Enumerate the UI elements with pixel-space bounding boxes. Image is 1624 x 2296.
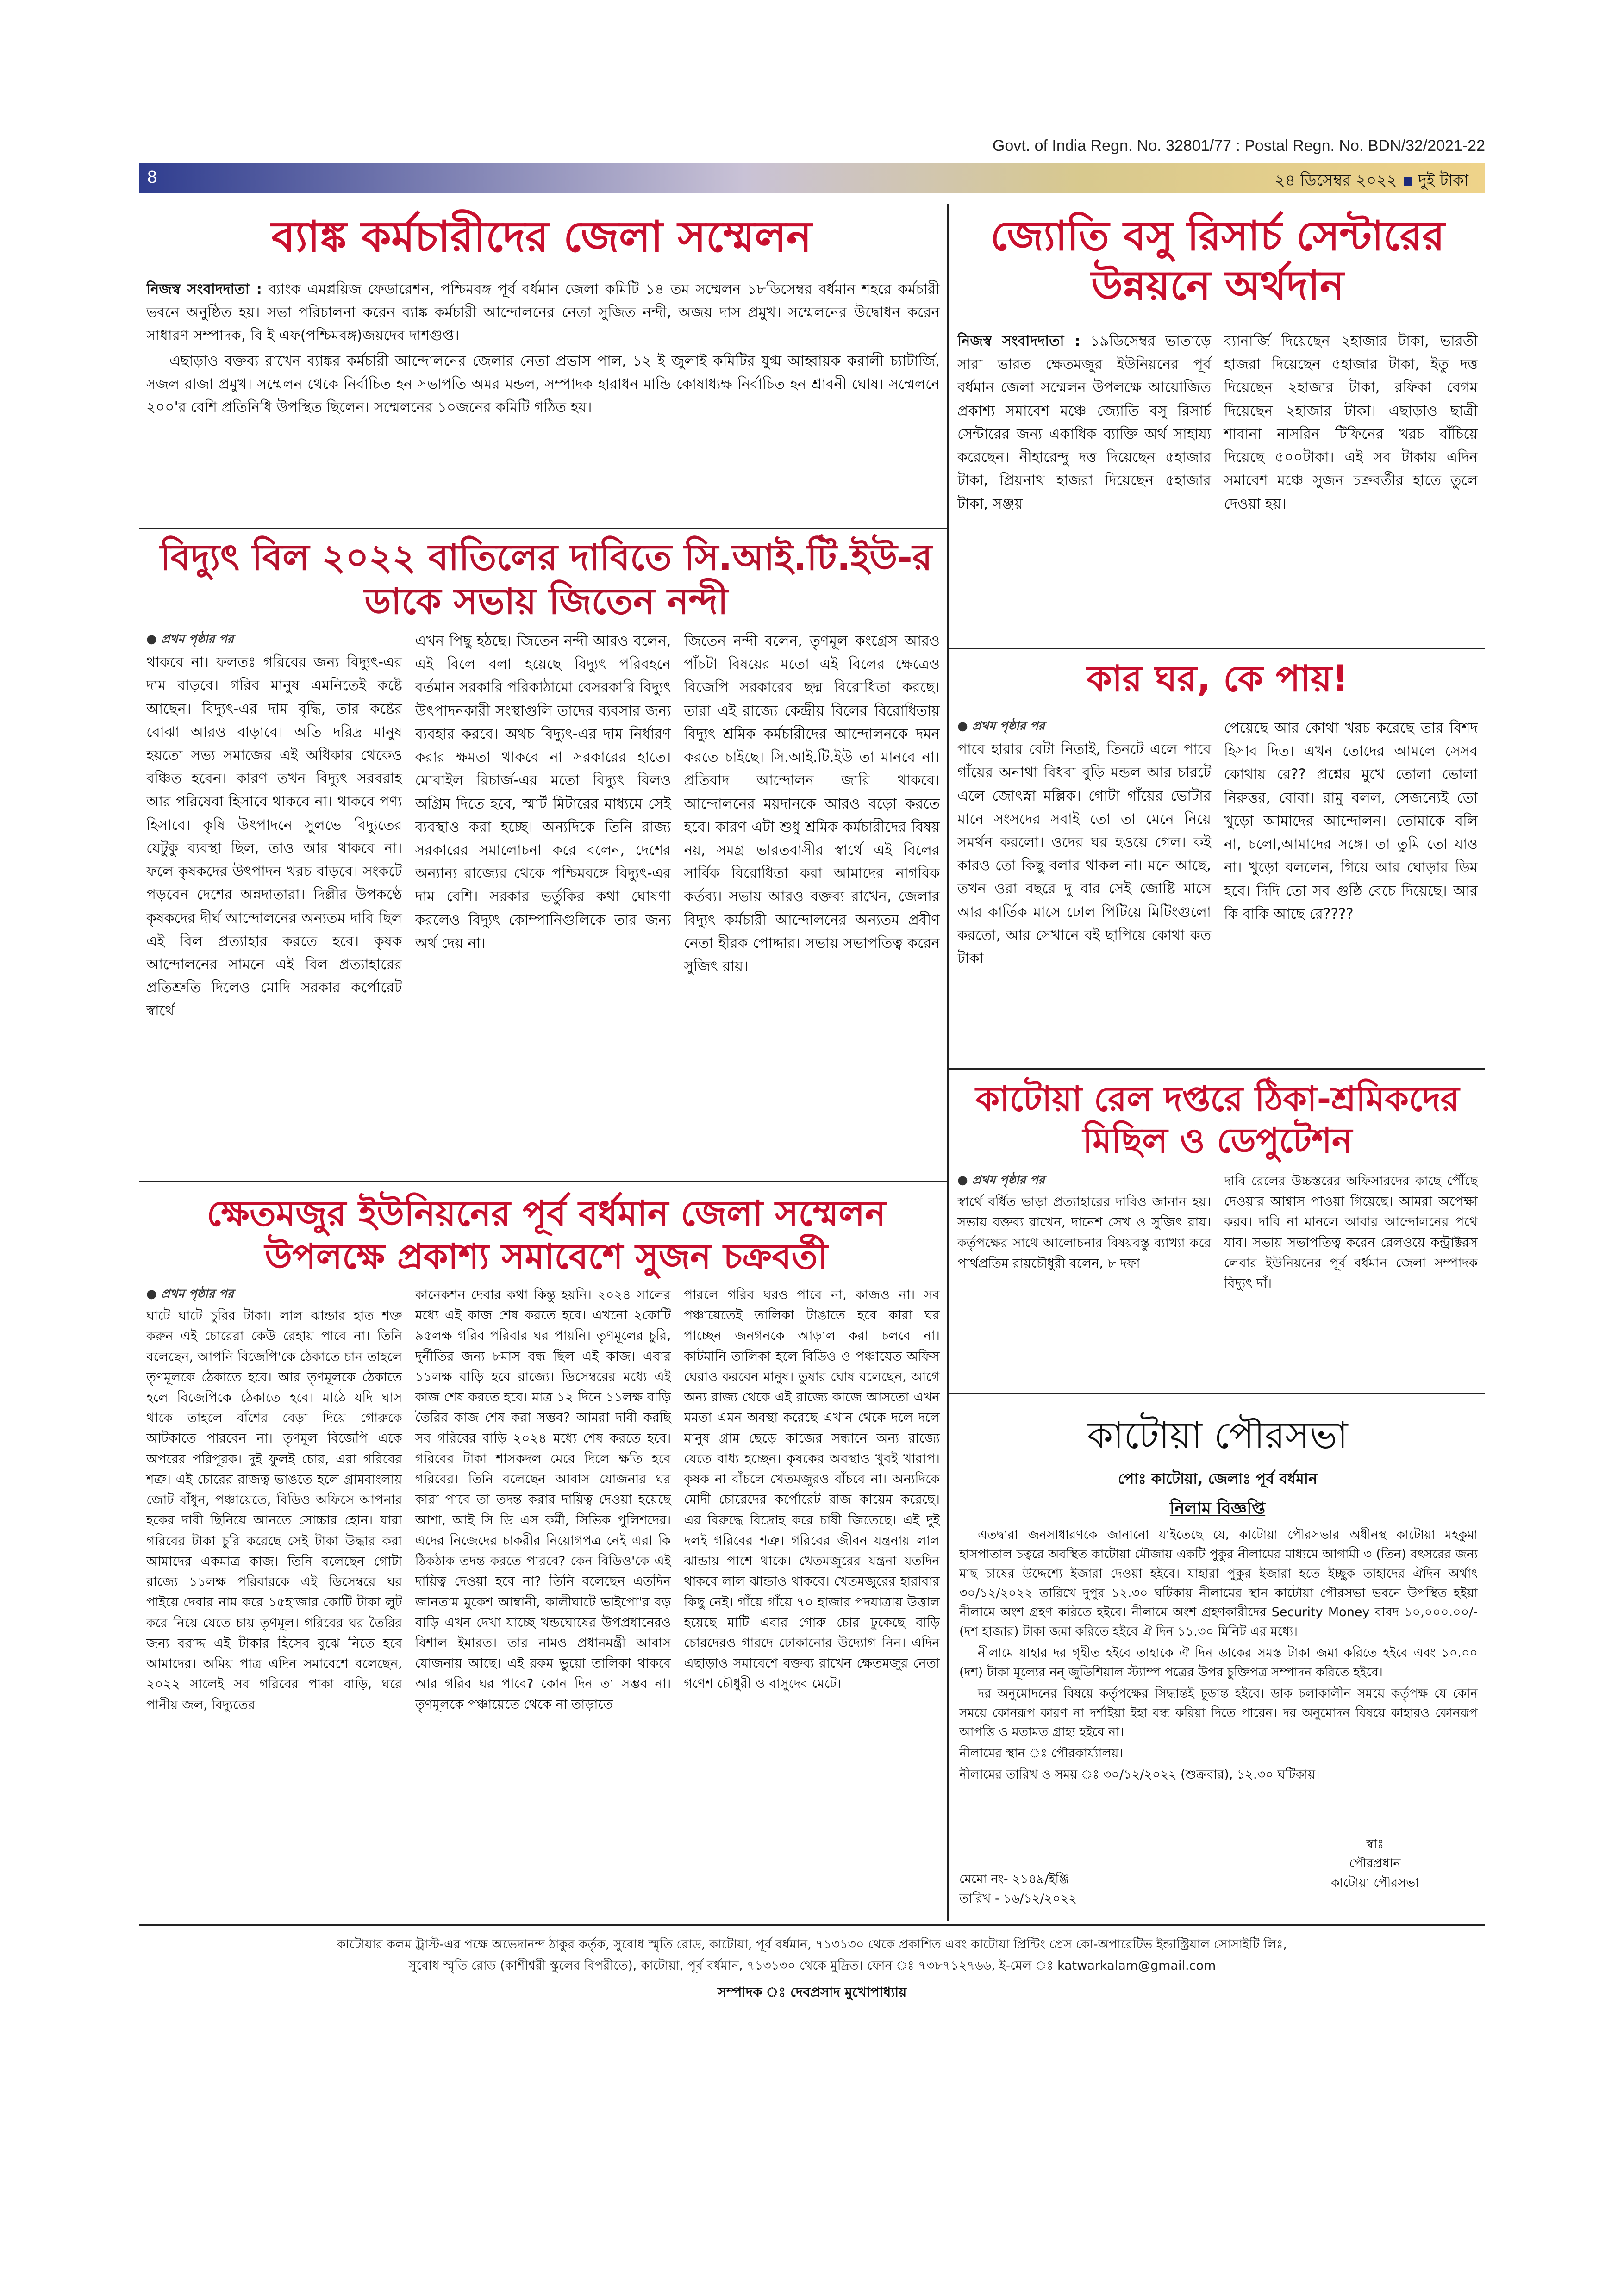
- notice-title: কাটোয়া পৌরসভা: [1087, 1414, 1348, 1457]
- article-headline: ব্যাঙ্ক কর্মচারীদের জেলা সম্মেলন: [271, 212, 812, 261]
- column-text: থাকবে না। ফলতঃ গরিবের জন্য বিদ্যুৎ-এর দাম বাড়বে। গরিব মানুষ এমনিতেই কষ্টে আছেন। বিদ্যুৎ-এর দাম বৃদ্ধি, তার কষ্টের বোঝা আরও বাড়াবে। অতি দরিদ্র মানুষ হয়তো সভ্য সমাজের এই অধিকার থেকেও বঞ্চিত হবেন। কারণ তখন বিদ্যুৎ সরবরাহ আর পরিষেবা হিসাবে থাকবে না। থাকবে পণ্য হিসাবে। কৃষি উৎপাদনে সুলভে বিদ্যুতের যেটুকু ব্যবস্থা ছিল, তাও আর থাকবে না। ফলে কৃষকদের উৎপাদন খরচ বাড়বে। সংকটে পড়বেন দেশের অন্নদাতারা। দিল্লীর উপকণ্ঠে কৃষকদের দীর্ঘ আন্দোলনের অন্যতম দাবি ছিল এই বিল প্রত্যাহার করতে হবে। কৃষক আন্দোলনের সামনে এই বিল প্রত্যাহারের প্রতিশ্রুতি দিলেও মোদি সরকার কর্পোরেট স্বার্থে: [146, 654, 402, 1020]
- imprint-line: কাটোয়ার কলম ট্রাস্ট-এর পক্ষে অভেদানন্দ ঠাকুর কর্তৃক, সুবোধ স্মৃতি রোড, কাটোয়া, পূর্ব বর্ধমান, ৭১৩১৩০ থেকে প্রকাশিত এবং কাটোয়া প্রিন্টিং প্রেস কো-অপারেটিভ ইন্ডাস্ট্রিয়াল সোসাইটি লিঃ,: [337, 1937, 1287, 1952]
- notice-address: পোঃ কাটোয়া, জেলাঃ পূর্ব বর্ধমান: [1118, 1470, 1318, 1487]
- issue-price: দুই টাকা: [1418, 171, 1468, 190]
- notice-memo: [959, 1870, 1077, 1909]
- notice-paragraph: নীলামে যাহার দর গৃহীত হইবে তাহাকে ঐ দিন ডাকের সমস্ত টাকা জমা করিতে হইবে এবং ১০.০০ (দশ) টাকা মূল্যের নন্ জুডিশিয়াল স্ট্যাম্প পত্রের উপর চুক্তিপত্র সম্পাদন করিতে হইবে।: [959, 1646, 1478, 1680]
- article-headline: কাটোয়া রেল দপ্তরে ঠিকা-শ্রমিকদের মিছিল ও ডেপুটেশন: [975, 1079, 1460, 1161]
- article-columns: [957, 330, 1478, 644]
- continued-label: ● প্রথম পৃষ্ঠার পর: [146, 1285, 402, 1304]
- article-paragraph: এছাড়াও বক্তব্য রাখেন ব্যাঙ্কর কর্মচারী আন্দোলনের জেলার নেতা প্রভাস পাল, ১২ ই জুলাই কমিটির যুগ্ম আহ্বায়ক করালী চ্যাটার্জি, সজল রাজা প্রমুখ। সম্মেলন থেকে নির্বাচিত হন সভাপতি অমর মন্ডল, সম্পাদক হারাধন মান্ডি কোষাধ্যক্ষ নির্বাচিত হন শ্রাবনী ঘোষ। সম্মেলনে ২০০'র বেশি প্রতিনিধি উপস্থিত ছিলেন। সম্মেলনের ১০জনের কমিটি গঠিত হয়।: [146, 352, 940, 416]
- section-divider: [947, 648, 1485, 649]
- article-columns: [146, 1285, 940, 1919]
- footer-divider: [139, 1924, 1485, 1926]
- article-paragraph: [146, 278, 940, 348]
- article-columns: [146, 629, 940, 1176]
- paragraph-text: ব্যাংক এমপ্লয়িজ ফেডারেশন, পশ্চিমবঙ্গ পূর্ব বর্ধমান জেলা কমিটি ১৪ তম সম্মেলন ১৮ডিসেম্বর বর্ধমান শহরে কর্মচারী ভবনে অনুষ্ঠিত হয়। সভা পরিচালনা করেন ব্যাঙ্ক কর্মচারী আন্দোলনের নেতা সুজিত নন্দী, অজয় দাস প্রমুখ। সম্মেলনের উদ্বোধন করেন সাধারণ সম্পাদক, বি ই এফ(পশ্চিমবঙ্গ)জয়দেব দাশগুপ্ত।: [146, 281, 940, 344]
- signatory-title: পৌরপ্রধান: [1349, 1856, 1401, 1871]
- article-headline: জ্যোতি বসু রিসার্চ সেন্টারের উন্নয়নে অর্থদান: [990, 212, 1445, 310]
- article-headline: বিদ্যুৎ বিল ২০২২ বাতিলের দাবিতে সি.আই.টি.ইউ-র ডাকে সভায় জিতেন নন্দী: [160, 537, 932, 623]
- continued-label: ● প্রথম পৃষ্ঠার পর: [957, 1171, 1211, 1190]
- article-columns: [957, 716, 1478, 1064]
- registration-line: Govt. of India Regn. No. 32801/77 : Postal Regn. No. BDN/32/2021-22: [992, 137, 1485, 155]
- column-text: পাবে হারার বেটা নিতাই, তিনটে এলে পাবে গাঁয়ের অনাথা বিধবা বুড়ি মন্ডল আর চারটে এলে জোৎস্না মল্লিক। গোটা গাঁয়ের ভোটার মানে সংসদের সবাই তো তা মেনে নিয়ে সমর্থন করলো। ওদের ঘর হওয়ে গেল। কই কারও তো কিছু বলার থাকল না। মনে আছে, তখন ওরা বছরে দু বার সেই জোষ্টি মাসে আর কার্তিক মাসে ঢোল পিটিয়ে মিটিংগুলো করতো, আর সেখানে বই ছাপিয়ে কোথা কত টাকা: [957, 741, 1211, 967]
- byline: নিজস্ব সংবাদদাতা :: [146, 281, 262, 298]
- article-column: পেয়েছে আর কোথা খরচ করেছে তার বিশদ হিসাব দিত। এখন তোদের আমলে সেসব কোথায় রে?? প্রশ্নের মুখে তোলা ভোলা নিরুত্তর, বোবা। রামু বলল, সেজন্যেই তো খুড়ো আমাদের আন্দোলন। তোমাকে বলি না, চলো,আমাদের সঙ্গে। তা তুমি তো যাও না। খুড়ো বললেন, গিয়ে আর ঘোড়ার ডিম হবে। দিদি তো সব গুষ্ঠি বেচে দিয়েছে। আর কি বাকি আছে রে????: [1224, 720, 1478, 922]
- article-column: কানেকশন দেবার কথা কিন্তু হয়নি। ২০২৪ সালের মধ্যে এই কাজ শেষ করতে হবে। এখনো ২কোটি ৯৫লক্ষ গরিব পরিবার ঘর পায়নি। তৃণমূলের চুরি, দুর্নীতির জন্য ৮মাস বন্ধ ছিল এই কাজ। এবার ১১লক্ষ বাড়ি হবে রাজ্যে। ডিসেম্বরের মধ্যে এই কাজ শেষ করতে হবে। মাত্র ১২ দিনে ১১লক্ষ বাড়ি তৈরির কাজ শেষ করা সম্ভব? আমরা দাবী করছি সব গরিবের বাড়ি ২০২৪ মধ্যে শেষ করতে হবে। গরিবের টাকা শাসকদল মেরে দিলে ক্ষতি হবে গরিবের। তিনি বলেছেন আবাস যোজনার ঘর কারা পাবে তা তদন্ত করার দায়িত্ব দেওয়া হয়েছে আশা, আই সি ডি এস কর্মী, সিভিক পুলিশদের। এদের নিজেদের চাকরীর নিয়োগপত্র নেই এরা কি ঠিকঠাক তদন্ত করতে পারবে? কেন বিডিও'কে এই দায়িত্ব দেওয়া হবে না? তিনি বলেছেন এতদিন জানতাম মুকেশ আম্বানী, কালীঘাটে ভাইপো'র বড় বাড়ি এখন দেখা যাচ্ছে খন্ডঘোষের উপপ্রধানেরও বিশাল ইমারত। তার নামও প্রধানমন্ত্রী আবাস যোজনায় আছে। এই রকম ভুয়ো তালিকা থাকবে আর গরিব ঘর পাবে? কোন দিন তা সম্ভব না। তৃণমূলকে পঞ্চায়েতে থেকে না তাড়াতে: [415, 1287, 671, 1712]
- article-column: পারলে গরিব ঘরও পাবে না, কাজও না। সব পঞ্চায়েতেই তালিকা টাঙাতে হবে কারা ঘর পাচ্ছেন জনগনকে আড়াল করা চলবে না। কাটমানি তালিকা হলে বিডিও ও পঞ্চায়েত অফিস ঘেরাও করবেন মানুষ। তুষার ঘোষ বলেছেন, আগে অন্য রাজ্য থেকে এই রাজ্যে কাজে আসতো এখন মমতা এমন অবস্থা করেছে এখান থেকে দলে দলে মানুষ গ্রাম ছেড়ে কাজের সন্ধানে অন্য রাজ্যে যেতে বাধ্য হচ্ছেন। কৃষকের অবস্থাও খুবই খারাপ। কৃষক না বাঁচলে খেতমজুরও বাঁচবে না। অন্যদিকে মোদী চোরেদের কর্পোরেট রাজ কায়েম করেছে। এর বিরুদ্ধে বিদ্রোহ করে চাষী জিতেছে। এই দুই দলই গরিবের শত্রু। গরিবের জীবন যন্ত্রনায় লাল ঝান্ডায় পাশে থাকে। খেতমজুরের যন্ত্রনা যতদিন থাকবে লাল ঝান্ডাও থাকবে। খেতমজুরের হারাবার কিছু নেই। গাঁয়ে গাঁয়ে ৭০ হাজার পদযাত্রায় উত্তাল হয়েছে মাটি এবার গোরু চোর ঢুকেছে বাড়ি চোরদেরও গারদে ঢোকানোর উদ্যোগ নিন। এদিন এছাড়াও সমাবেশে বক্তব্য রাখেন ক্ষেতমজুর নেতা গণেশ চৌধুরী ও বাসুদেব মেটে।: [684, 1287, 940, 1692]
- article-column: এখন পিছু হঠছে। জিতেন নন্দী আরও বলেন, এই বিলে বলা হয়েছে বিদ্যুৎ পরিবহনে বর্তমান সরকারি পরিকাঠামো বেসরকারি বিদ্যুৎ উৎপাদনকারী সংস্থাগুলি তাদের ব্যবসার জন্য ব্যবহার করবে। অথচ বিদ্যুৎ-এর দাম নির্ধারণ করার ক্ষমতা থাকবে না সরকারের হাতে। মোবাইল রিচার্জ-এর মতো বিদ্যুৎ বিলও অগ্রিম দিতে হবে, স্মার্ট মিটারের মাধ্যমে সেই ব্যবস্থাও করা হচ্ছে। অন্যদিকে তিনি রাজ্য সরকারের সমালোচনা করে বলেন, দেশের অন্যান্য রাজ্যের থেকে পশ্চিমবঙ্গে বিদ্যুৎ-এর দাম বেশি। সরকার ভর্তুকির কথা ঘোষণা করলেও বিদ্যুৎ কোম্পানিগুলিকে তার জন্য অর্থ দেয় না।: [415, 633, 671, 952]
- column-divider: [947, 204, 949, 1921]
- memo-number: মেমো নং- ২১৪৯/ইঞ্জি: [959, 1872, 1070, 1886]
- article-columns: [957, 1171, 1478, 1388]
- article-column: ব্যানার্জি দিয়েছেন ২হাজার টাকা, ভারতী হাজরা দিয়েছেন ৫হাজার টাকা, ইতু দত্ত দিয়েছেন ২হাজার টাকা, রফিকা বেগম দিয়েছেন ২হাজার টাকা। এছাড়াও ছাত্রী শাবানা নাসরিন টিফিনের খরচ বাঁচিয়ে দিয়েছে ৫০০টাকা। এই সব টাকায় এদিন সমাবেশ মঞ্চে সুজন চক্রবর্তীর হাতে তুলে দেওয়া হয়।: [1224, 333, 1478, 512]
- continued-label: ● প্রথম পৃষ্ঠার পর: [957, 716, 1211, 736]
- article-column: [957, 716, 1211, 1064]
- imprint-line: সুবোধ স্মৃতি রোড (কাশীশ্বরী স্কুলের বিপরীতে), কাটোয়া, পূর্ব বর্ধমান, ৭১৩১৩০ থেকে মুদ্রিত। ফোন ঃ ৭৩৮৭১২৭৬৬, ই-মেল ঃ katwarkalam@gmail.com: [408, 1959, 1216, 1973]
- column-text: ঘাটে ঘাটে চুরির টাকা। লাল ঝান্ডার হাত শক্ত করুন এই চোরেরা কেউ রেহায় পাবে না। তিনি বলেছেন, আপনি বিজেপি'কে ঠেকাতে চান তাহলে তৃণমূলকে ঠেকাতে হবে। আর তৃণমূলকে ঠেকাতে হলে বিজেপিকে ঠেকাতে হবে। মাঠে যদি ঘাস থাকে তাহলে বাঁশের বেড়া দিয়ে গোরুকে আটকাতে পারবেন না। তৃণমূল বিজেপি একে অপরের পরিপূরক। দুই ফুলই চোর, এরা গরিবের শত্রু। এই চোরের রাজত্ব ভাঙতে হলে গ্রামবাংলায় জোট বাঁধুন, পঞ্চায়েতে, বিডিও অফিসে আপনার হকের দাবী ছিনিয়ে আনতে সোচ্চার হোন। যারা গরিবের টাকা চুরি করেছে সেই টাকা উদ্ধার করা আমাদের একমাত্র কাজ। তিনি বলেছেন গোটা রাজ্যে ১১লক্ষ পরিবারকে এই ডিসেম্বরে ঘর পাইয়ে দেবার নাম করে ১৫হাজার কোটি টাকা লুট করে নিয়ে যেতে চায় তৃণমূল। গরিবের ঘর তৈরির জন্য বরাদ্দ এই টাকার হিসেব বুঝে নিতে হবে আমাদের। অমিয় পাত্র এদিন সমাবেশে বলেছেন, ২০২২ সালেই সব গরিবের পাকা বাড়ি, ঘরে পানীয় জল, বিদ্যুতের: [146, 1308, 402, 1712]
- article-body: [146, 278, 940, 421]
- page-number: 8: [147, 168, 157, 187]
- issue-date: ২৪ ডিসেম্বর ২০২২: [1274, 171, 1397, 190]
- signatory-office: কাটোয়া পৌরসভা: [1330, 1875, 1419, 1890]
- issue-date-price: [1275, 168, 1468, 195]
- notice-datetime: নীলামের তারিখ ও সময় ঃ ৩০/১২/২০২২ (শুক্রবার), ১২.৩০ ঘটিকায়।: [959, 1767, 1320, 1782]
- memo-date: তারিখ - ১৬/১২/২০২২: [959, 1891, 1077, 1906]
- article-column: জিতেন নন্দী বলেন, তৃণমূল কংগ্রেস আরও পাঁচটা বিষয়ের মতো এই বিলের ক্ষেত্রেও বিজেপি সরকারের ছদ্ম বিরোধিতা করছে। তারা এই রাজ্যে কেন্দ্রীয় বিলের বিরোধিতায় বিদ্যুৎ শ্রমিক কর্মচারীদের আন্দোলনকে দমন করতে চাইছে। সি.আই.টি.ইউ তা মানবে না। প্রতিবাদ আন্দোলন জারি থাকবে। আন্দোলনের ময়দানকে আরও বড়ো করতে হবে। কারণ এটা শুধু শ্রমিক কর্মচারীদের বিষয় নয়, সমগ্র ভারতবাসীর স্বার্থে এই বিলের সার্বিক বিরোধিতা করা আমাদের নাগরিক কর্তব্য। সভায় আরও বক্তব্য রাখেন, জেলার বিদ্যুৎ কর্মচারী আন্দোলনের অন্যতম প্রবীণ নেতা হীরক পোদ্দার। সভায় সভাপতিত্ব করেন সুজিৎ রায়।: [684, 633, 940, 975]
- section-divider: [947, 1393, 1485, 1394]
- article-headline: কার ঘর, কে পায়!: [1087, 658, 1349, 700]
- notice-paragraph: দর অনুমোদনের বিষয়ে কর্তৃপক্ষের সিদ্ধান্তই চূড়ান্ত হইবে। ডাক চলাকালীন সময়ে কর্তৃপক্ষ যে কোন সময়ে কোনরূপ কারণ না দর্শাইয়া ইহা বন্ধ করিয়া দিতে পারেন। দর অনুমোদন বিষয়ে কাহারও কোনরূপ আপত্তি ও মতামত গ্রাহ্য হইবে না।: [959, 1686, 1478, 1740]
- notice-paragraph: এতদ্বারা জনসাধারণকে জানানো যাইতেছে যে, কাটোয়া পৌরসভার অধীনস্থ কাটোয়া মহকুমা হাসপাতাল চত্বরে অবস্থিত কাটোয়া মৌজায় একটি পুকুর নীলামের মাধ্যমে আগামী ৩ (তিন) বৎসরের জন্য মাছ চাষের উদ্দেশ্যে ইজারা দেওয়া হইবে। যাহারা পুকুর ইজারা হতে ইচ্ছুক তাহাদের ঐদিন অর্থাৎ ৩০/১২/২০২২ তারিখে দুপুর ১২.৩০ ঘটিকায় নীলামের স্থান কাটোয়া পৌরসভা ভবনে উপস্থিত হইয়া নীলামে অংশ গ্রহণ করিতে হইবে। নীলামে অংশ গ্রহণকারীদের Security Money বাবদ ১০,০০০.০০/- (দশ হাজার) টাকা জমা করিতে হইবে ঐ দিন ১১.৩০ মিনিট এর মধ্যে।: [959, 1528, 1478, 1639]
- article-headline: ক্ষেতমজুর ইউনিয়নের পূর্ব বর্ধমান জেলা সম্মেলন উপলক্ষে প্রকাশ্য সমাবেশে সুজন চক্রবর্তী: [206, 1193, 886, 1277]
- article-column: [146, 629, 402, 1176]
- section-divider: [139, 528, 947, 529]
- article-column: [957, 330, 1211, 644]
- notice-heading: নিলাম বিজ্ঞপ্তি: [1169, 1499, 1266, 1518]
- article-column: [146, 1285, 402, 1919]
- section-divider: [947, 1068, 1485, 1070]
- signature-label: স্বাঃ: [1366, 1837, 1384, 1851]
- continued-label: ● প্রথম পৃষ্ঠার পর: [146, 629, 402, 649]
- notice-signature: [1278, 1835, 1472, 1893]
- notice-place: নীলামের স্থান ঃ পৌরকার্য্যালয়।: [959, 1746, 1124, 1761]
- column-text: ১৯ডিসেম্বর ভাতাড়ে সারা ভারত ক্ষেতমজুর ইউনিয়নের পূর্ব বর্ধমান জেলা সম্মেলন উপলক্ষে আয়োজিত প্রকাশ্য সমাবেশ মঞ্চে জ্যোতি বসু রিসার্চ সেন্টারের জন্য একাধিক ব্যাক্তি অর্থ সাহায্য করেছেন। নীহারেন্দু দত্ত দিয়েছেন ৫হাজার টাকা, প্রিয়নাথ হাজরা দিয়েছেন ৫হাজার টাকা, সঞ্জয়: [957, 333, 1211, 512]
- column-text: স্বার্থে বর্ধিত ভাড়া প্রত্যাহারের দাবিও জানান হয়। সভায় বক্তব্য রাখেন, দানেশ সেখ ও সুজিৎ রায়। কর্তৃপক্ষের সাথে আলোচনার বিষয়বস্তু ব্যাখ্যা করে পার্থপ্রতিম রায়চৌধুরী বলেন, ৮ দফা: [957, 1194, 1211, 1271]
- byline: নিজস্ব সংবাদদাতা :: [957, 333, 1081, 349]
- article-column: দাবি রেলের উচ্চস্তরের অফিসারদের কাছে পৌঁছে দেওয়ার আশ্বাস পাওয়া গিয়েছে। আমরা অপেক্ষা করব। দাবি না মানলে আবার আন্দোলনের পথে যাব। সভায় সভাপতিত্ব করেন রেলওয়ে কন্ট্রাক্টরস লেবার ইউনিয়নের পূর্ব বর্ধমান জেলা সম্পাদক বিদ্যুৎ দাঁ।: [1224, 1173, 1478, 1291]
- article-column: [957, 1171, 1211, 1388]
- section-divider: [139, 1181, 947, 1182]
- square-bullet-icon: [1404, 177, 1412, 186]
- notice-body: [959, 1525, 1478, 1786]
- editor-credit: সম্পাদক ঃ দেবপ্রসাদ মুখোপাধ্যায়: [717, 1984, 907, 2000]
